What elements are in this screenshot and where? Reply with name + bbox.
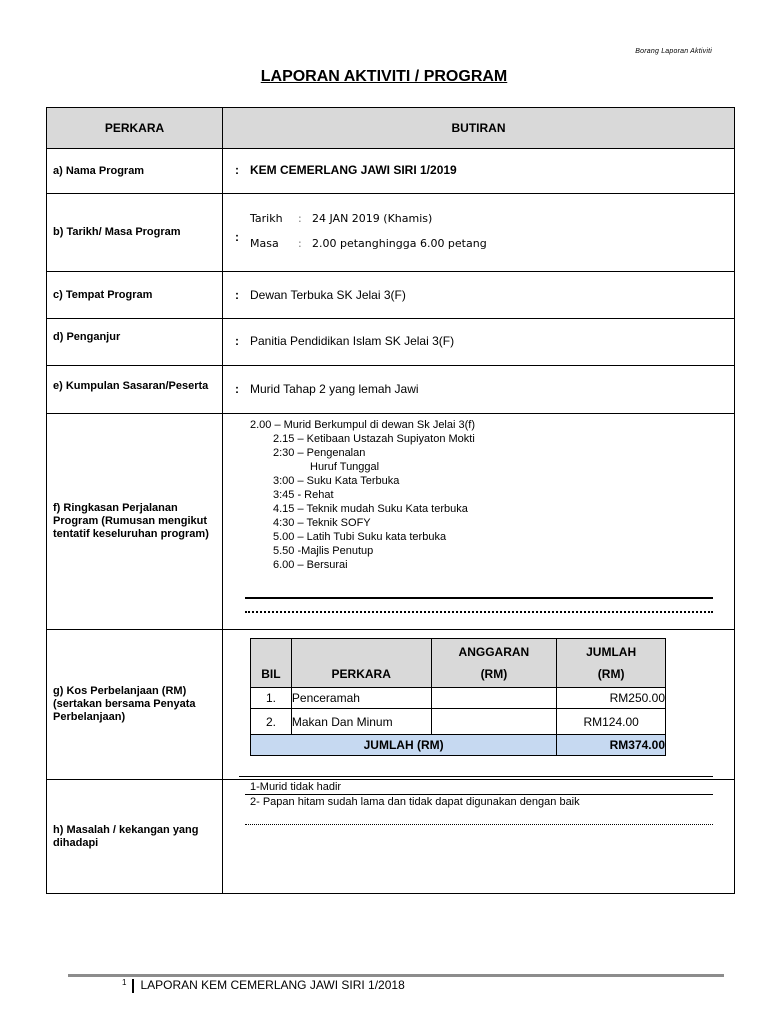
value-cell-kos: [223, 630, 735, 780]
cost-total-row: [251, 735, 666, 756]
cost-total-value: RM374.00: [557, 735, 666, 756]
label-penganjur: d) Penganjur: [47, 319, 223, 366]
cost-header-bil: BIL: [251, 639, 292, 688]
masalah-item: 1-Murid tidak hadir: [250, 781, 342, 793]
label-tempat: c) Tempat Program: [47, 272, 223, 319]
schedule-item: 5.50 -Majlis Penutup: [273, 545, 374, 557]
value-nama-program: KEM CEMERLANG JAWI SIRI 1/2019: [250, 163, 457, 177]
colon: :: [235, 288, 239, 302]
cost-jumlah: RM124.00: [557, 709, 666, 735]
schedule-item: 6.00 – Bersurai: [273, 559, 348, 571]
value-cell-nama-program: [223, 149, 735, 194]
divider: [239, 776, 713, 777]
masa-label: Masa: [250, 237, 279, 250]
header-butiran: BUTIRAN: [223, 108, 735, 149]
row-tempat: [47, 272, 735, 319]
colon: :: [298, 212, 302, 225]
schedule-list: [250, 418, 475, 572]
cost-bil: 2.: [251, 709, 292, 735]
row-sasaran: [47, 366, 735, 414]
value-cell-sasaran: [223, 366, 735, 414]
tarikh-label: Tarikh: [250, 212, 283, 225]
value-cell-tarikh-masa: [223, 194, 735, 272]
cost-bil: 1.: [251, 688, 292, 709]
value-sasaran: Murid Tahap 2 yang lemah Jawi: [250, 382, 419, 396]
colon: :: [235, 382, 239, 396]
label-sasaran: e) Kumpulan Sasaran/Peserta: [47, 366, 223, 414]
row-kos: [47, 630, 735, 780]
value-penganjur: Panitia Pendidikan Islam SK Jelai 3(F): [250, 334, 455, 348]
report-table: [46, 107, 735, 894]
form-label: Borang Laporan Aktiviti: [635, 48, 712, 55]
cost-perkara: Penceramah: [291, 688, 431, 709]
cost-anggaran: [431, 688, 557, 709]
row-tarikh-masa: [47, 194, 735, 272]
cost-row: [251, 709, 666, 735]
divider: [245, 824, 713, 825]
cost-header-row: [251, 639, 666, 688]
cost-header-perkara: PERKARA: [291, 639, 431, 688]
masa-value: 2.00 petanghingga 6.00 petang: [312, 237, 487, 250]
row-penganjur: [47, 319, 735, 366]
footer-divider: [68, 974, 724, 977]
label-nama-program: a) Nama Program: [47, 149, 223, 194]
schedule-item: 4:30 – Teknik SOFY: [273, 517, 371, 529]
masalah-item: 2- Papan hitam sudah lama dan tidak dapat digunakan dengan baik: [250, 796, 580, 808]
page-title: LAPORAN AKTIVITI / PROGRAM: [260, 68, 508, 85]
footer-text: LAPORAN KEM CEMERLANG JAWI SIRI 1/2018: [140, 978, 405, 992]
page-number: 1: [122, 978, 127, 987]
value-cell-tempat: [223, 272, 735, 319]
divider: [245, 794, 713, 795]
schedule-item: 3:45 - Rehat: [273, 489, 334, 501]
colon: :: [235, 230, 239, 244]
row-masalah: [47, 780, 735, 894]
schedule-item: 2.00 – Murid Berkumpul di dewan Sk Jelai 3(f): [250, 419, 475, 431]
colon: :: [235, 334, 239, 348]
cost-row: [251, 688, 666, 709]
colon: :: [235, 163, 239, 177]
cost-header-jumlah: JUMLAH (RM): [557, 639, 666, 688]
colon: :: [298, 237, 302, 250]
divider: [245, 597, 713, 599]
schedule-item: 4.15 – Teknik mudah Suku Kata terbuka: [273, 503, 468, 515]
cost-jumlah: RM250.00: [557, 688, 666, 709]
schedule-item: 3:00 – Suku Kata Terbuka: [273, 475, 400, 487]
schedule-item: Huruf Tunggal: [310, 461, 380, 473]
divider: [245, 611, 713, 613]
footer-bar: [132, 979, 134, 993]
label-tarikh-masa: b) Tarikh/ Masa Program: [47, 194, 223, 272]
schedule-item: 2:30 – Pengenalan: [273, 447, 366, 459]
value-tempat: Dewan Terbuka SK Jelai 3(F): [250, 288, 406, 302]
value-cell-ringkasan: [223, 414, 735, 630]
page-footer: [122, 978, 405, 993]
row-ringkasan: [47, 414, 735, 630]
header-perkara: PERKARA: [47, 108, 223, 149]
schedule-item: 5.00 – Latih Tubi Suku kata terbuka: [273, 531, 447, 543]
value-cell-penganjur: [223, 319, 735, 366]
tarikh-value: 24 JAN 2019 (Khamis): [312, 212, 433, 225]
label-masalah: h) Masalah / kekangan yang dihadapi: [47, 780, 223, 894]
cost-header-anggaran: ANGGARAN (RM): [431, 639, 557, 688]
cost-table: [250, 638, 666, 756]
row-nama-program: [47, 149, 735, 194]
cost-total-label: JUMLAH (RM): [251, 735, 557, 756]
value-cell-masalah: [223, 780, 735, 894]
schedule-item: 2.15 – Ketibaan Ustazah Supiyaton Mokti: [273, 433, 475, 445]
table-header-row: [47, 108, 735, 149]
label-kos: g) Kos Perbelanjaan (RM) (sertakan bersama Penyata Perbelanjaan): [47, 630, 223, 780]
label-ringkasan: f) Ringkasan Perjalanan Program (Rumusan mengikut tentatif keseluruhan program): [47, 414, 223, 630]
cost-perkara: Makan Dan Minum: [291, 709, 431, 735]
cost-anggaran: [431, 709, 557, 735]
